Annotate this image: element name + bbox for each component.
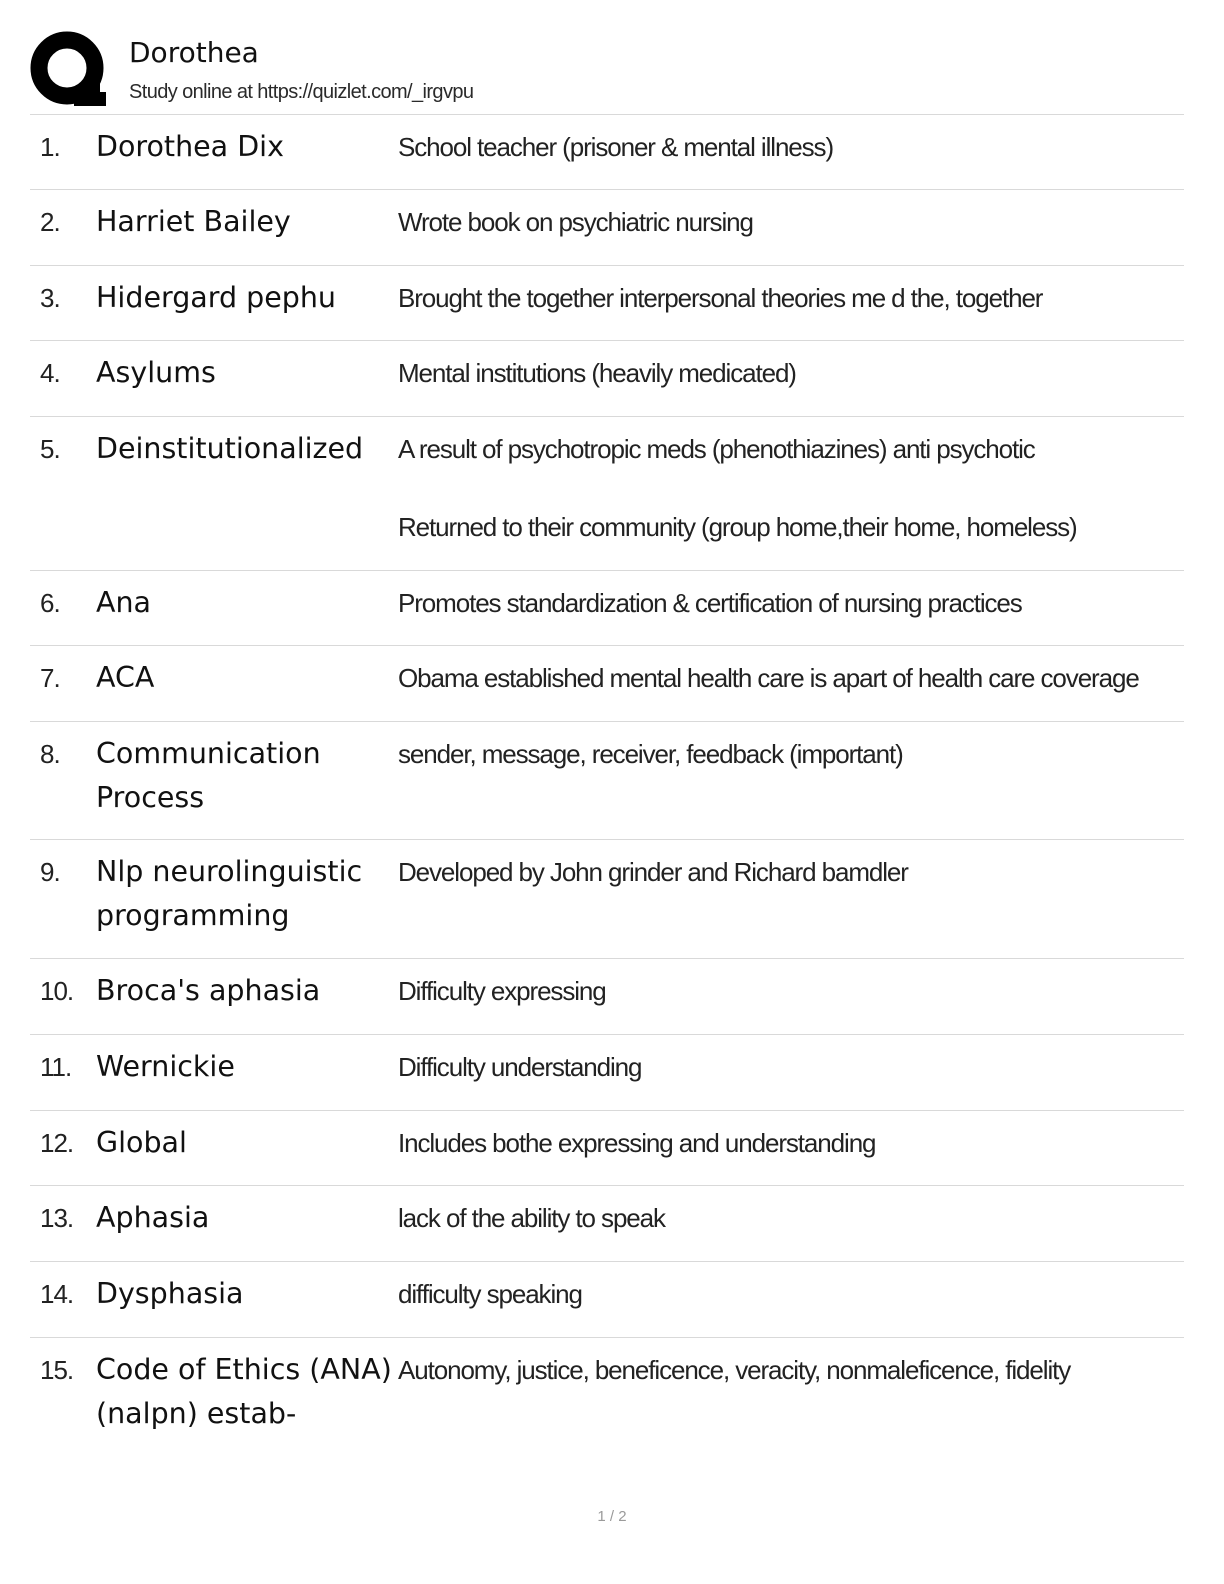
flashcard-row <box>30 722 1184 840</box>
card-definition <box>398 190 1184 238</box>
page-number: 1 / 2 <box>597 1508 627 1525</box>
definition-line: Obama established mental health care is apart of health care coverage <box>398 663 1139 693</box>
card-number: 13. <box>40 1203 74 1233</box>
card-number: 11. <box>40 1052 72 1082</box>
quizlet-q-logo-icon <box>30 30 110 110</box>
card-definition <box>398 840 1184 888</box>
card-definition <box>398 341 1184 389</box>
definition-line: Developed by John grinder and Richard bamdler <box>398 857 908 887</box>
flashcard-row <box>30 1111 1184 1186</box>
card-number: 4. <box>40 358 60 388</box>
card-number: 9. <box>40 857 60 887</box>
flashcard-row <box>30 646 1184 722</box>
card-term: ACA <box>96 661 155 694</box>
card-number: 12. <box>40 1128 74 1158</box>
card-term: Wernickie <box>96 1050 235 1083</box>
card-term: Code of Ethics (ANA)(nalpn) estab- <box>96 1353 392 1430</box>
definition-line: Difficulty expressing <box>398 976 606 1006</box>
flashcard-row <box>30 266 1184 341</box>
flashcard-row <box>30 341 1184 417</box>
card-definition <box>398 1035 1184 1083</box>
card-number: 10. <box>40 976 74 1006</box>
card-number: 8. <box>40 739 60 769</box>
flashcard-row <box>30 190 1184 266</box>
definition-line: Promotes standardization & certification of nursing practices <box>398 588 1022 618</box>
flashcard-row <box>30 1035 1184 1111</box>
card-term: Asylums <box>96 356 216 389</box>
definition-line: difficulty speaking <box>398 1279 582 1309</box>
card-number: 7. <box>40 663 60 693</box>
card-number: 1. <box>40 132 60 162</box>
definition-line: sender, message, receiver, feedback (important) <box>398 739 903 769</box>
flashcard-row <box>30 1338 1184 1448</box>
definition-line: Mental institutions (heavily medicated) <box>398 358 796 388</box>
card-number: 3. <box>40 283 60 313</box>
card-term: Broca's aphasia <box>96 974 321 1007</box>
document-header <box>30 26 1184 115</box>
card-term: Harriet Bailey <box>96 205 291 238</box>
card-definition <box>398 571 1184 619</box>
card-definition <box>398 417 1184 543</box>
card-definition <box>398 266 1184 314</box>
card-term: Dysphasia <box>96 1277 244 1310</box>
definition-line: Difficulty understanding <box>398 1052 642 1082</box>
card-term: Nlp neurolinguistic programming <box>96 855 363 932</box>
flashcard-row <box>30 959 1184 1035</box>
card-term: Hidergard pephu <box>96 281 336 314</box>
card-number: 6. <box>40 588 60 618</box>
card-number: 15. <box>40 1355 74 1385</box>
card-term: Dorothea Dix <box>96 130 284 163</box>
flashcard-row <box>30 571 1184 646</box>
card-definition <box>398 1338 1184 1386</box>
definition-line: Brought the together interpersonal theories me d the, together <box>398 283 1043 313</box>
card-definition <box>398 1186 1184 1234</box>
definition-line: School teacher (prisoner & mental illness) <box>398 132 834 162</box>
card-term: Aphasia <box>96 1201 210 1234</box>
flashcard-row <box>30 115 1184 190</box>
flashcard-row <box>30 1262 1184 1338</box>
card-definition <box>398 722 1184 770</box>
flashcard-list <box>30 115 1184 1448</box>
deck-title: Dorothea <box>129 36 259 69</box>
card-number: 5. <box>40 434 60 464</box>
flashcard-row <box>30 840 1184 959</box>
card-term: Global <box>96 1126 187 1159</box>
card-term: Deinstitutionalized <box>96 432 364 465</box>
card-definition <box>398 1111 1184 1159</box>
card-definition <box>398 115 1184 163</box>
definition-line: Autonomy, justice, beneficence, veracity, nonmaleficence, fidelity <box>398 1355 1071 1385</box>
card-number: 14. <box>40 1279 74 1309</box>
definition-line: Wrote book on psychiatric nursing <box>398 207 753 237</box>
flashcard-row <box>30 1186 1184 1262</box>
card-definition <box>398 1262 1184 1310</box>
card-term: Communication Process <box>96 737 321 814</box>
flashcard-row <box>30 417 1184 571</box>
card-definition <box>398 959 1184 1007</box>
definition-line: Returned to their community (group home,their home, homeless) <box>398 512 1077 542</box>
definition-line: lack of the ability to speak <box>398 1203 665 1233</box>
definition-line: A result of psychotropic meds (phenothiazines) anti psychotic <box>398 434 1035 464</box>
card-definition <box>398 646 1184 694</box>
study-online-link[interactable]: Study online at https://quizlet.com/_irgvpu <box>129 81 474 103</box>
definition-line: Includes bothe expressing and understanding <box>398 1128 876 1158</box>
card-term: Ana <box>96 586 152 619</box>
card-number: 2. <box>40 207 60 237</box>
